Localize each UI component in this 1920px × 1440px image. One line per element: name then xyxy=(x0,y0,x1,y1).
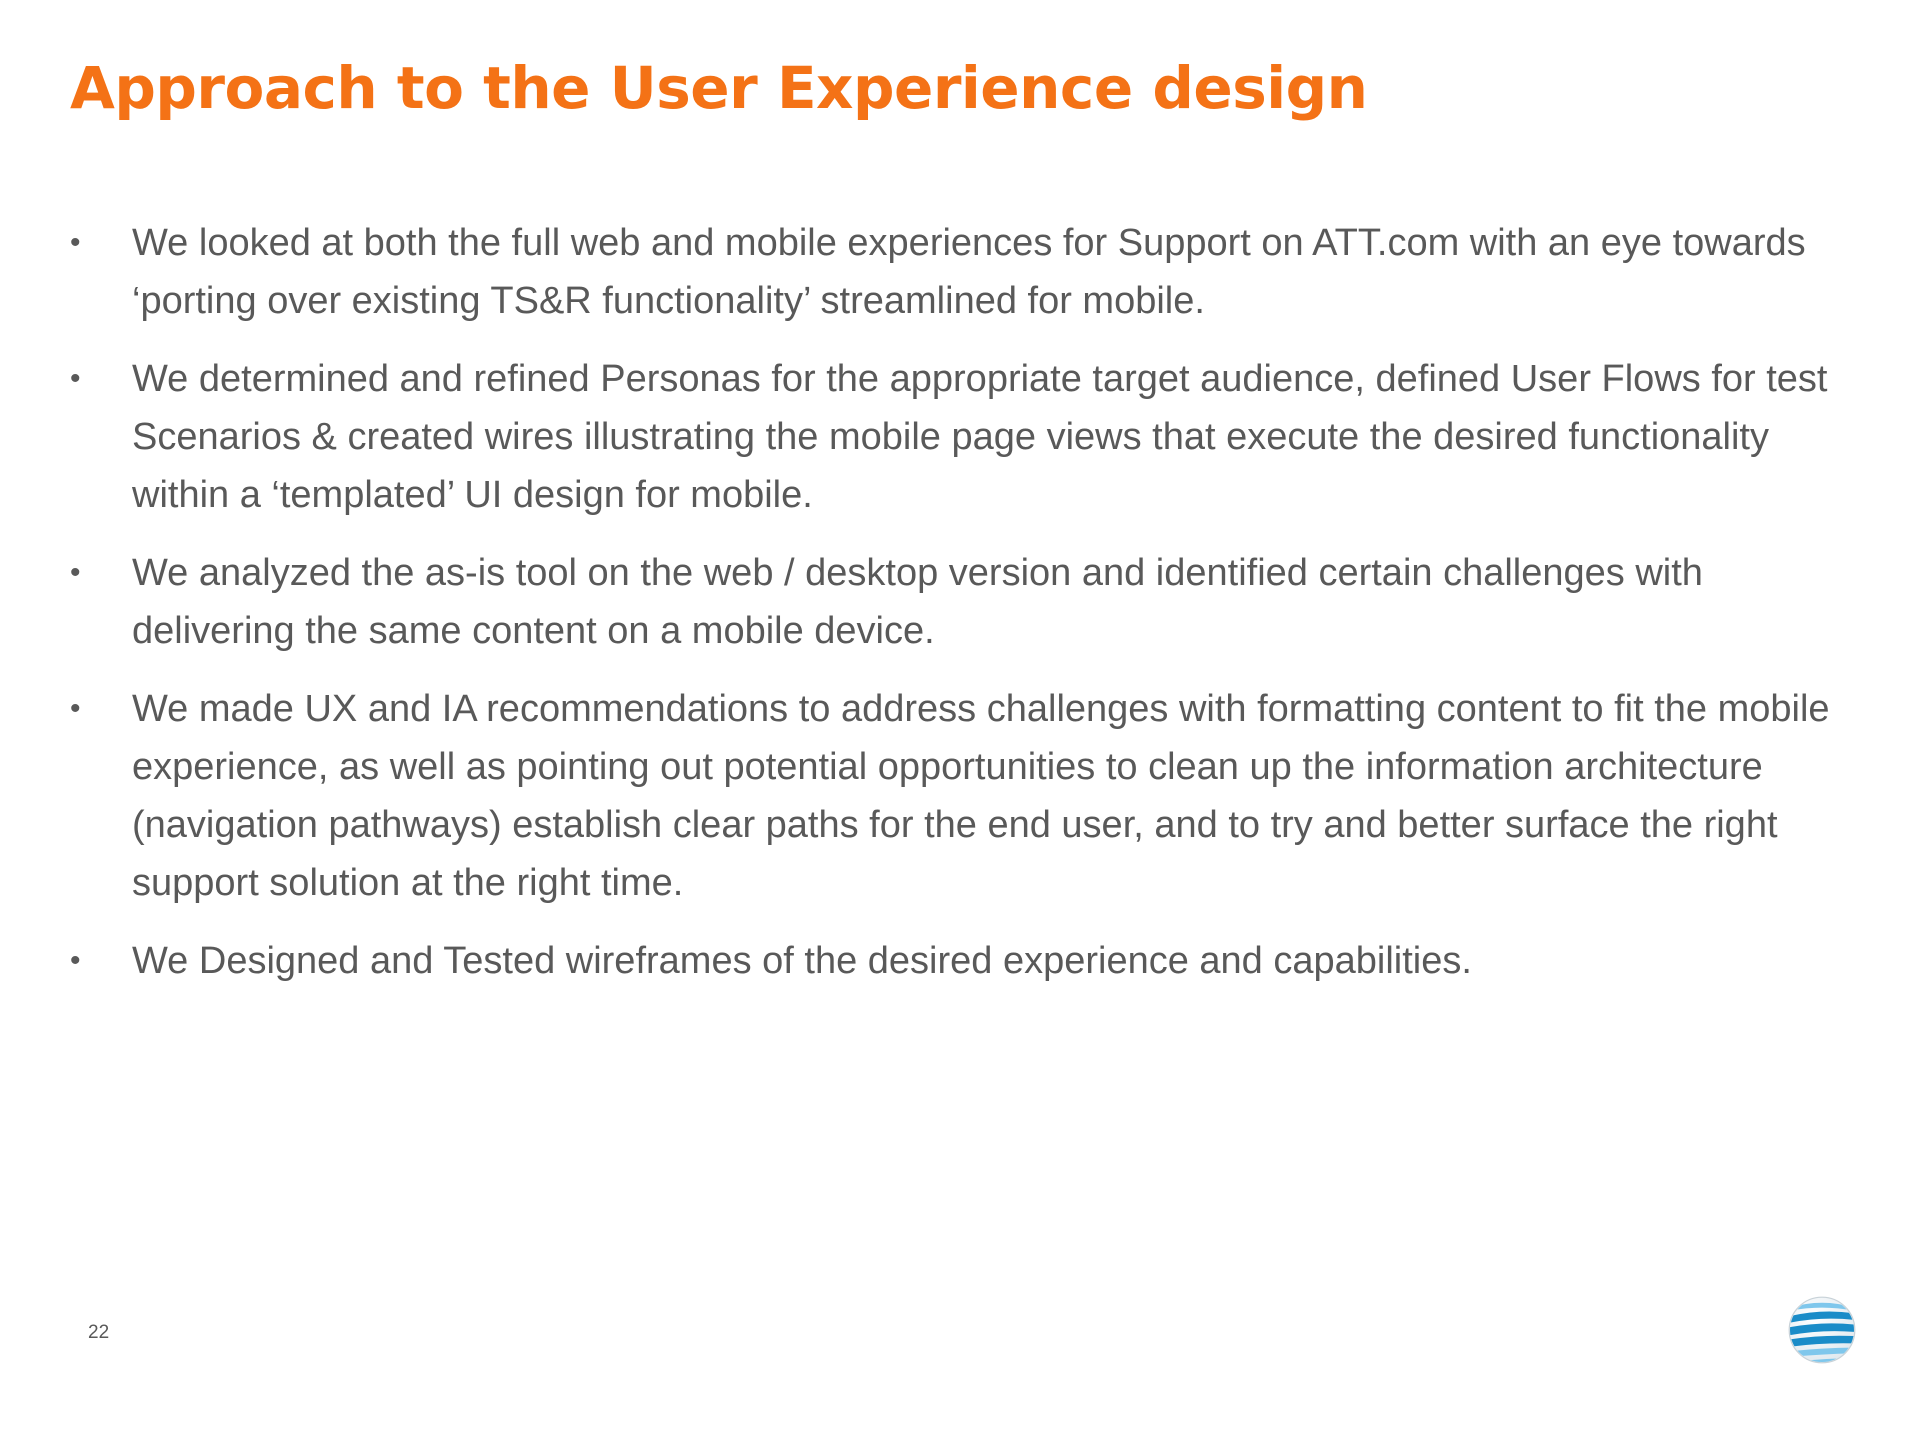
bullet-marker: • xyxy=(70,944,81,977)
bullet-item xyxy=(70,680,1830,912)
bullet-item xyxy=(70,932,1830,990)
bullet-item xyxy=(70,214,1830,330)
att-globe-icon xyxy=(1782,1290,1862,1370)
bullet-item xyxy=(70,350,1830,524)
bullet-text: We Designed and Tested wireframes of the desired experience and capabilities. xyxy=(132,940,1472,982)
page-number: 22 xyxy=(88,1322,110,1343)
bullet-marker: • xyxy=(70,692,81,725)
bullet-text: We looked at both the full web and mobile experiences for Support on ATT.com with an eye towards ‘porting over existing TS&R functionality’ streamlined for mobile. xyxy=(132,222,1806,322)
bullet-text: We determined and refined Personas for the appropriate target audience, defined User Flows for test Scenarios & created wires illustrating the mobile page views that execute the desired functionality within a ‘templated’ UI design for mobile. xyxy=(132,358,1828,516)
bullet-marker: • xyxy=(70,226,81,259)
slide-title: Approach to the User Experience design xyxy=(70,54,1368,122)
bullet-item xyxy=(70,544,1830,660)
bullet-marker: • xyxy=(70,362,81,395)
bullet-text: We analyzed the as-is tool on the web / desktop version and identified certain challenges with delivering the same content on a mobile device. xyxy=(132,552,1703,652)
bullet-marker: • xyxy=(70,556,81,589)
bullet-list xyxy=(70,214,1830,1010)
bullet-text: We made UX and IA recommendations to address challenges with formatting content to fit the mobile experience, as well as pointing out potential opportunities to clean up the information architecture (navigation pathways) establish clear paths for the end user, and to try and better surface the right support solution at the right time. xyxy=(132,688,1830,904)
